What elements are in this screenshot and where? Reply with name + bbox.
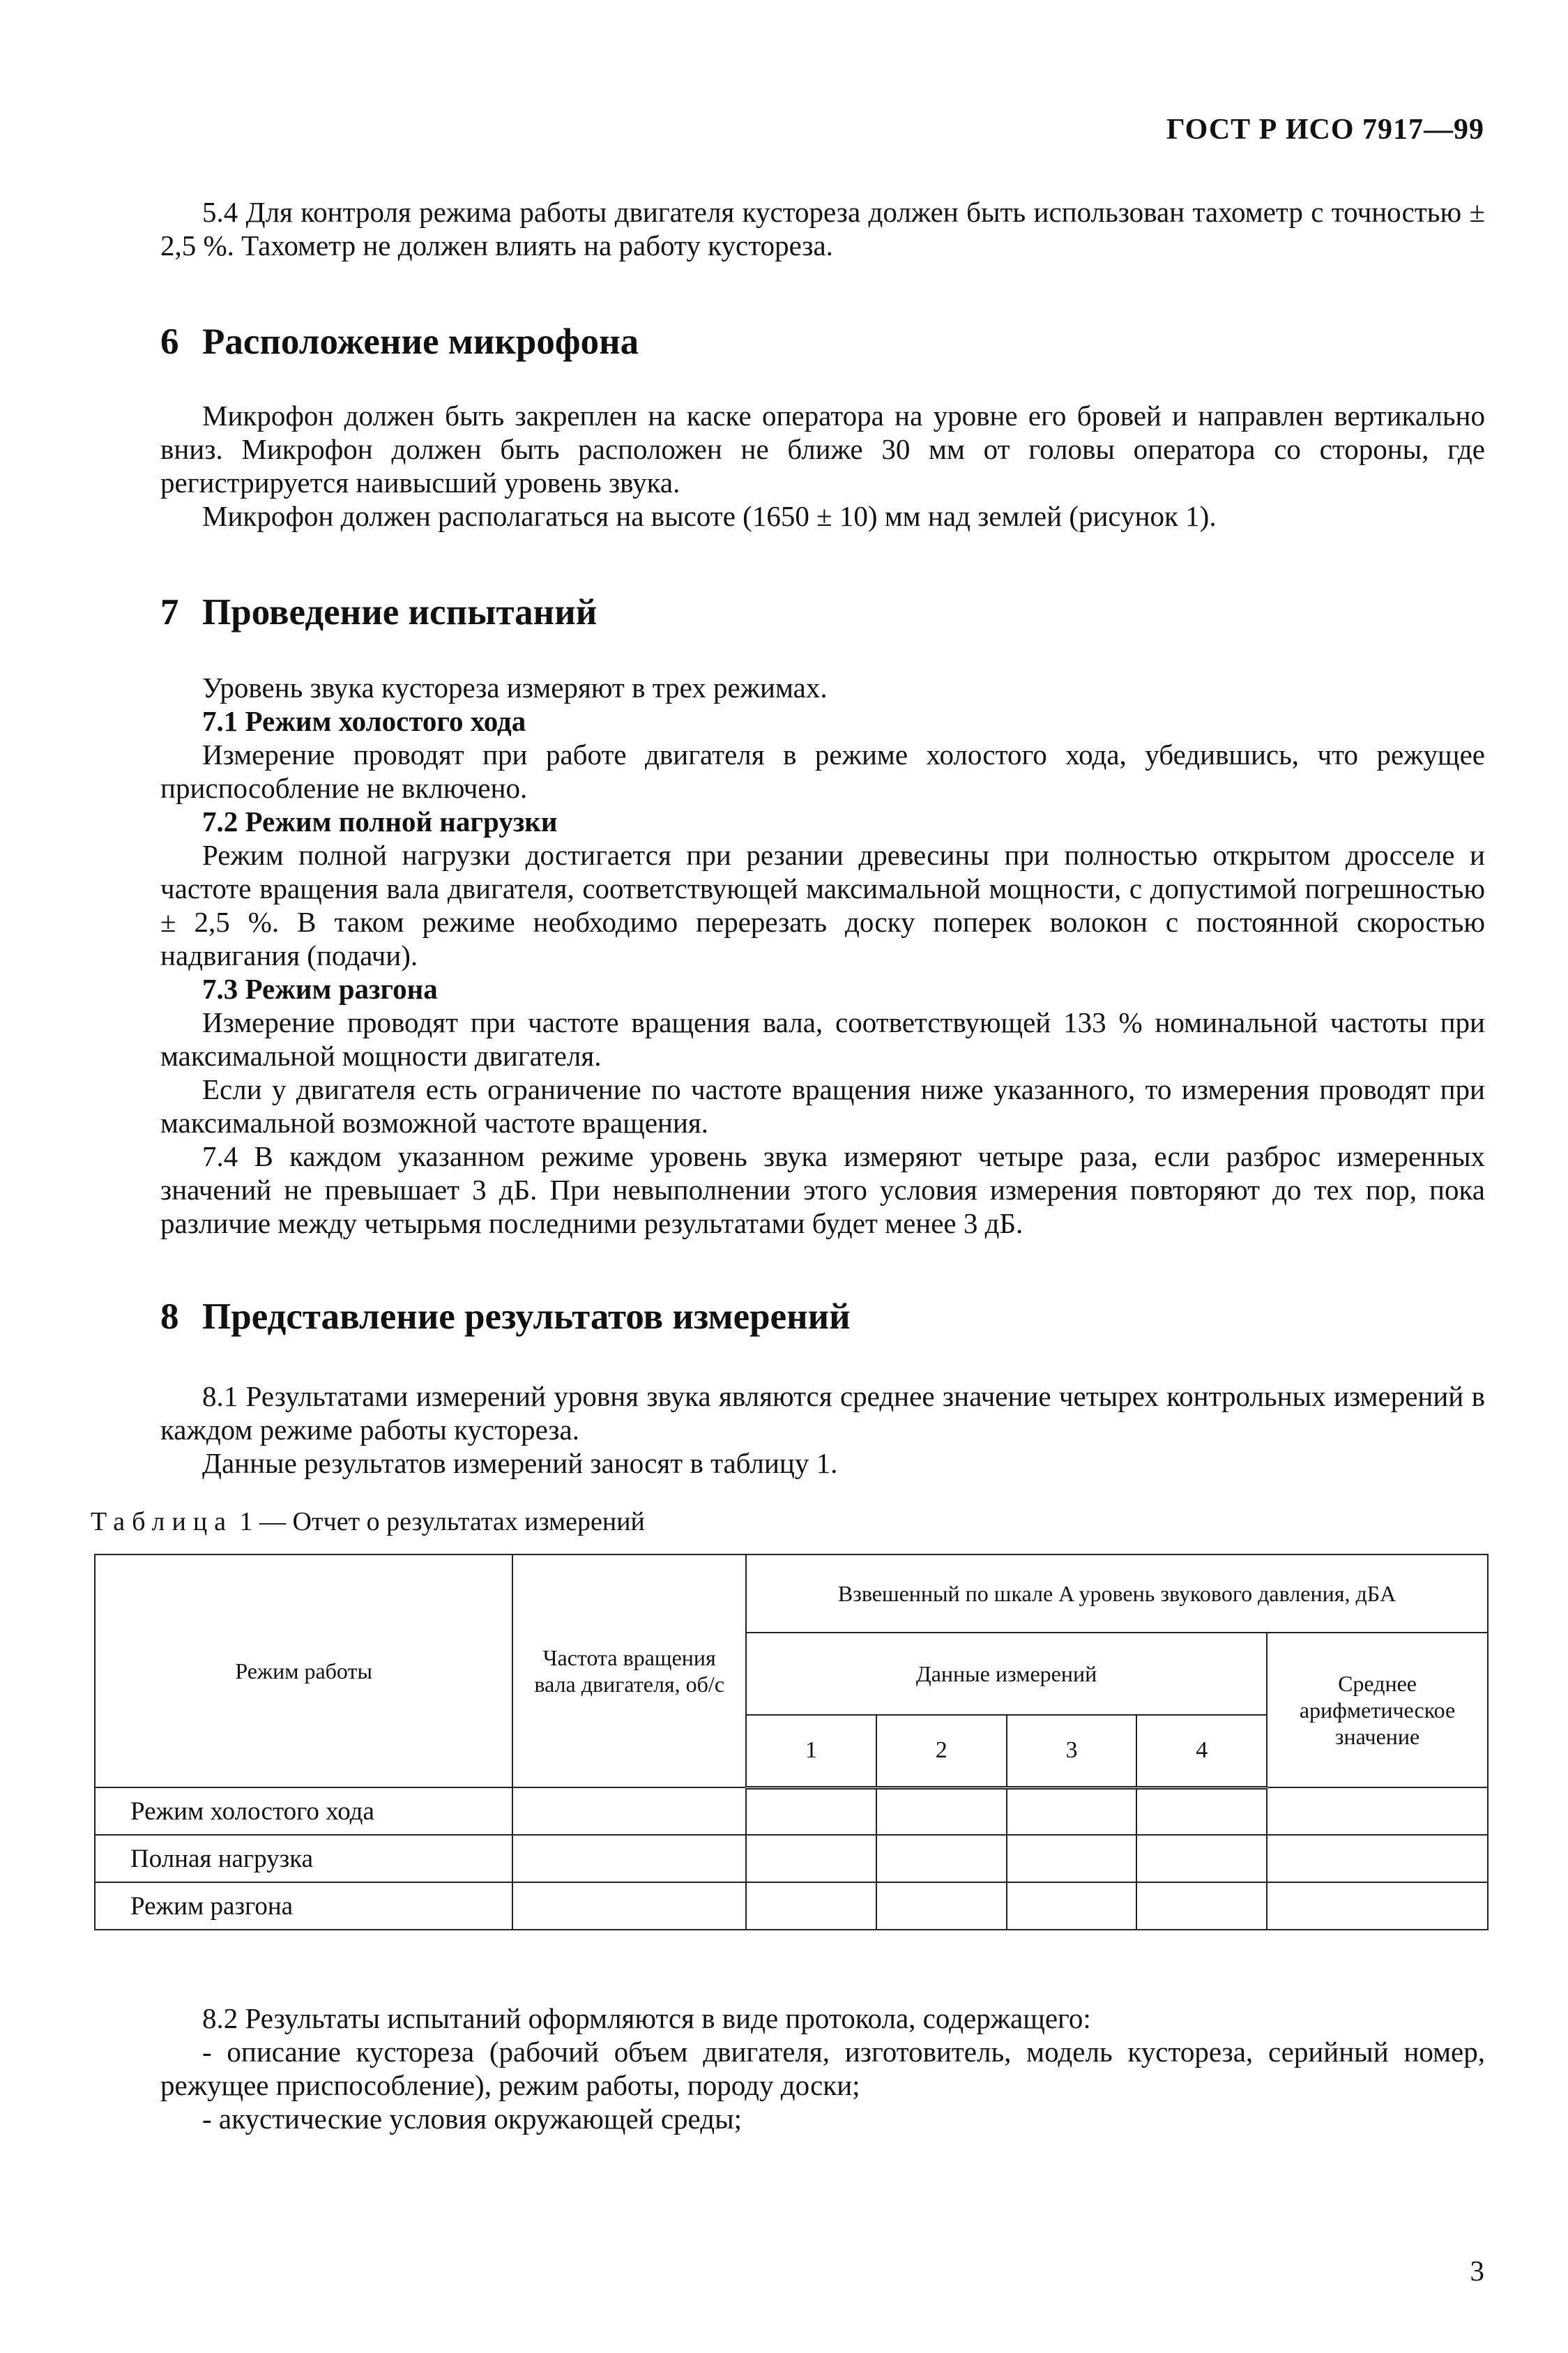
section-7-title: Проведение испытаний: [202, 592, 597, 633]
table-caption-word: Таблица: [91, 1507, 234, 1536]
table-cell: [512, 1882, 746, 1930]
clause-8-2-bullet-1: - описание кустореза (рабочий объем двигателя, изготовитель, модель кустореза, серийный номер, режущее приспособление), режим работы, породу доски;: [160, 2036, 1485, 2101]
section-6-para-1: Микрофон должен быть закреплен на каске оператора на уровне его бровей и направлен вертикально вниз. Микрофон должен быть расположен не ближе 30 мм от головы оператора со стороны, где регистрируется наивысший уровень звука.: [160, 400, 1485, 499]
table-cell: [1136, 1835, 1267, 1882]
row-label: Режим холостого хода: [95, 1787, 512, 1835]
table-cell: [746, 1835, 876, 1882]
sub-col-4: 4: [1136, 1715, 1267, 1787]
standard-header: ГОСТ Р ИСО 7917—99: [1166, 114, 1484, 146]
table-caption-text: 1 — Отчет о результатах измерений: [233, 1507, 645, 1536]
table-cell: [1267, 1882, 1488, 1930]
clause-8-2-text: 8.2 Результаты испытаний оформляются в виде протокола, содержащего:: [202, 2002, 1091, 2034]
sub-col-3: 3: [1007, 1715, 1137, 1787]
table-row: [95, 1787, 1488, 1835]
col-weighted-header: Взвешенный по шкале A уровень звукового давления, дБA: [746, 1554, 1488, 1633]
section-8-heading: [160, 1296, 851, 1338]
table-cell: [1136, 1787, 1267, 1835]
clause-7-1-title: 7.1 Режим холостого хода: [202, 705, 526, 737]
section-8-title: Представление результатов измерений: [202, 1296, 851, 1337]
table-cell: [512, 1835, 746, 1882]
section-8-body: [160, 1379, 1485, 1480]
section-6-number: 6: [160, 321, 179, 362]
section-8-number: 8: [160, 1296, 179, 1337]
table-cell: [876, 1835, 1007, 1882]
table-cell: [1267, 1835, 1488, 1882]
table-cell: [1267, 1787, 1488, 1835]
section-7-number: 7: [160, 592, 179, 633]
row-label: Режим разгона: [95, 1882, 512, 1930]
clause-7-1-text: Измерение проводят при работе двигателя в режиме холостого хода, убедившись, что режущее приспособление не включено.: [160, 739, 1485, 804]
table-cell: [1136, 1882, 1267, 1930]
clause-7-2-text: Режим полной нагрузки достигается при резании древесины при полностью открытом дросселе и частоте вращения вала двигателя, соответствующей максимальной мощности, с допустимой погрешностью ± 2,5 %. В таком режиме необходимо перерезать доску поперек волокон с постоянной скоростью надвигания (подачи).: [160, 839, 1485, 971]
clause-5-4: [160, 195, 1485, 262]
table-cell: [746, 1787, 876, 1835]
row-label: Полная нагрузка: [95, 1835, 512, 1882]
clause-8-1-note: Данные результатов измерений заносят в таблицу 1.: [202, 1447, 838, 1479]
results-table: [94, 1554, 1489, 1930]
table-cell: [746, 1882, 876, 1930]
section-6-heading: [160, 321, 639, 363]
section-6-body: [160, 399, 1485, 533]
section-6-title: Расположение микрофона: [202, 321, 639, 362]
table-cell: [1007, 1882, 1137, 1930]
clause-8-2-bullet-2: - акустические условия окружающей среды;: [202, 2103, 743, 2135]
table-cell: [512, 1787, 746, 1835]
col-mode-header: Режим работы: [95, 1554, 512, 1787]
section-7-heading: [160, 591, 597, 633]
table-row: [95, 1835, 1488, 1882]
section-7-intro: Уровень звука кустореза измеряют в трех режимах.: [202, 672, 828, 704]
table-row: [95, 1882, 1488, 1930]
col-freq-header: Частота вращения вала двигателя, об/с: [512, 1554, 746, 1787]
clause-7-3-title: 7.3 Режим разгона: [202, 973, 438, 1005]
col-data-header: Данные измерений: [746, 1633, 1267, 1715]
table-cell: [1007, 1787, 1137, 1835]
table-cell: [876, 1787, 1007, 1835]
page-number: 3: [1470, 2255, 1484, 2287]
clause-8-2: [160, 2002, 1485, 2135]
clause-7-3-text-2: Если у двигателя есть ограничение по частоте вращения ниже указанного, то измерения проводят при максимальной возможной частоте вращения.: [160, 1073, 1485, 1139]
section-6-para-2: Микрофон должен располагаться на высоте (1650 ± 10) мм над землей (рисунок 1).: [202, 500, 1217, 532]
table-cell: [1007, 1835, 1137, 1882]
sub-col-1: 1: [746, 1715, 876, 1787]
sub-col-2: 2: [876, 1715, 1007, 1787]
clause-7-2-title: 7.2 Режим полной нагрузки: [202, 805, 558, 838]
section-7-body: [160, 671, 1485, 1240]
col-mean-header: Среднее арифметическое значение: [1267, 1633, 1488, 1787]
clause-5-4-text: 5.4 Для контроля режима работы двигателя кустореза должен быть использован тахометр с точностью ± 2,5 %. Тахометр не должен влиять на работу кустореза.: [160, 196, 1485, 262]
clause-7-4-text: 7.4 В каждом указанном режиме уровень звука измеряют четыре раза, если разброс измеренных значений не превышает 3 дБ. При невыполнении этого условия измерения повторяют до тех пор, пока различие между четырьмя последними результатами будет менее 3 дБ.: [160, 1140, 1485, 1239]
table-caption: [91, 1506, 645, 1537]
clause-7-3-text-1: Измерение проводят при частоте вращения вала, соответствующей 133 % номинальной частоты при максимальной мощности двигателя.: [160, 1006, 1485, 1072]
table-cell: [876, 1882, 1007, 1930]
clause-8-1-text: 8.1 Результатами измерений уровня звука являются среднее значение четырех контрольных измерений в каждом режиме работы кустореза.: [160, 1380, 1485, 1446]
